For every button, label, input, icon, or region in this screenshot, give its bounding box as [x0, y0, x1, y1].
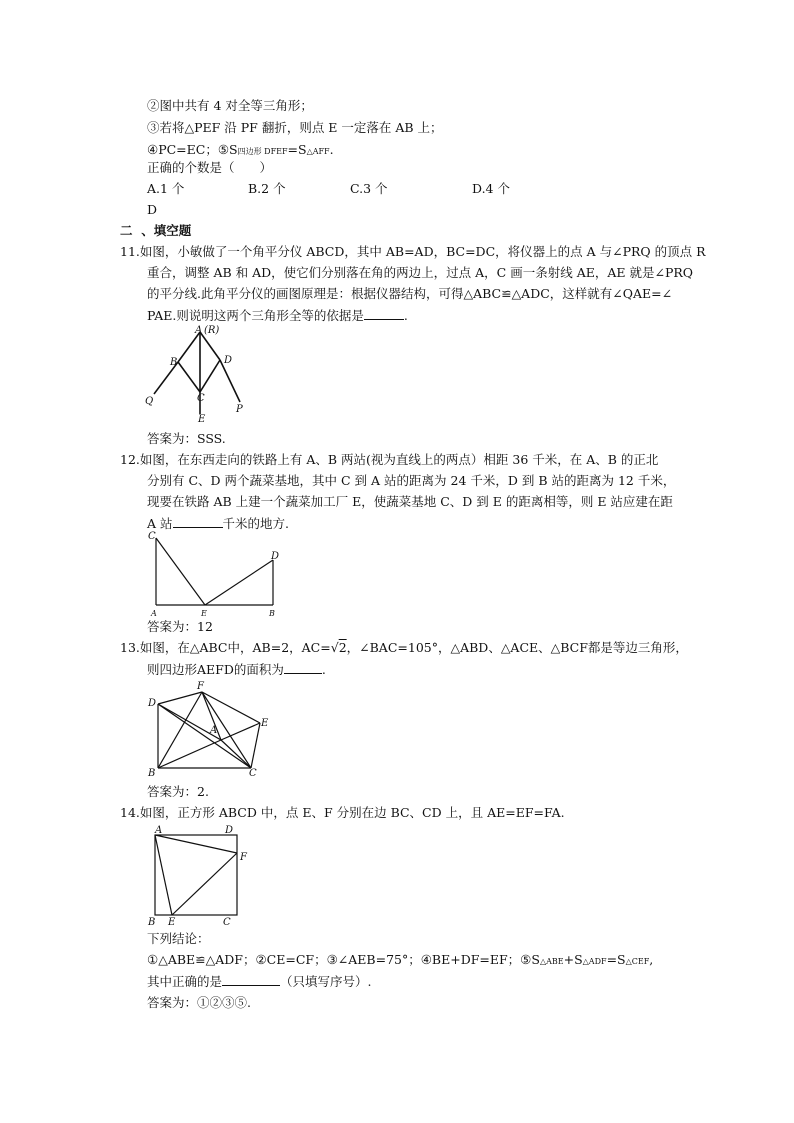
fig12-label-c: C	[148, 531, 156, 542]
fig14-label-d: D	[225, 825, 234, 836]
q11-answer: 答案为：SSS.	[147, 431, 226, 446]
q13-answer: 答案为：2.	[147, 784, 209, 799]
q10-item2: ②图中共有 4 对全等三角形；	[147, 98, 313, 113]
fig14-label-a: A	[155, 825, 163, 836]
fig11-label-p: P	[236, 404, 243, 415]
fig12-label-d: D	[271, 551, 280, 562]
fig11-label-c: C	[197, 393, 205, 404]
q10-option-c: C.3 个	[350, 181, 388, 196]
q14-figure	[145, 821, 250, 929]
q11-blank	[364, 307, 404, 320]
q12-blank	[173, 515, 223, 528]
q10-option-b: B.2 个	[248, 181, 286, 196]
q12-figure	[145, 530, 285, 618]
fig11-label-q: Q	[145, 396, 154, 407]
q13-line1: 13.如图，在△ABC中，AB=2，AC=√2，∠BAC=105°，△ABD、△ACE、△BCF都是等边三角形，	[120, 640, 688, 655]
q10-option-a: A.1 个	[147, 181, 185, 196]
q14-line1: 14.如图，正方形 ABCD 中，点 E、F 分别在边 BC、CD 上，且 AE=EF=FA.	[120, 805, 565, 820]
q14-prompt: 下列结论：	[147, 931, 210, 946]
q12-line4: A 站 千米的地方.	[147, 516, 289, 531]
fig11-label-b: B	[170, 357, 178, 368]
q10-option-d: D.4 个	[472, 181, 510, 196]
q11-line3: 的平分线.此角平分仪的画图原理是：根据仪器结构，可得△ABC≌△ADC，这样就有∠QAE=∠	[147, 286, 673, 301]
fig11-label-a: A	[195, 325, 203, 336]
q10-answer: D	[147, 202, 158, 217]
fig11-label-d: D	[224, 355, 233, 366]
q14-line3: 其中正确的是 （只填写序号）.	[147, 974, 372, 989]
q11-figure	[140, 322, 260, 427]
q14-answer: 答案为：①②③⑤.	[147, 995, 251, 1010]
q10-prompt: 正确的个数是（ ）	[147, 160, 273, 175]
q11-line4: PAE.则说明这两个三角形全等的依据是 .	[147, 308, 408, 323]
q14-conclusions: ①△ABE≌△ADF；②CE=CF；③∠AEB=75°；④BE+DF=EF；⑤S△ABE+S△ADF=S△CEF,	[147, 952, 654, 967]
fig11-label-e: E	[198, 414, 206, 425]
q12-line2: 分别有 C、D 两个蔬菜基地，其中 C 到 A 站的距离为 24 千米，D 到 B 站的距离为 12 千米，	[147, 473, 676, 488]
fig12-label-a: A	[151, 609, 157, 618]
q11-line2: 重合，调整 AB 和 AD，使它们分别落在角的两边上，过点 A，C 画一条射线 AE，AE 就是∠PRQ	[147, 265, 694, 280]
q12-answer: 答案为：12	[147, 619, 213, 634]
q13-line2: 则四边形AEFD的面积为 .	[147, 662, 326, 677]
fig13-label-f: F	[197, 681, 204, 692]
fig13-label-a: A	[210, 725, 218, 736]
fig13-label-c: C	[249, 768, 257, 779]
fig12-label-b: B	[269, 609, 275, 618]
fig14-label-c: C	[223, 917, 231, 928]
fig14-label-e: E	[168, 917, 176, 928]
q13-figure	[143, 678, 283, 780]
fig12-label-e: E	[201, 609, 207, 618]
fig13-label-d: D	[148, 698, 157, 709]
fig13-label-b: B	[148, 768, 156, 779]
fig14-label-b: B	[148, 917, 156, 928]
fig14-label-f: F	[240, 852, 247, 863]
q11-line1: 11.如图，小敏做了一个角平分仪 ABCD，其中 AB=AD，BC=DC，将仪器上的点 A 与∠PRQ 的顶点 R	[120, 244, 706, 259]
q13-blank	[284, 661, 322, 674]
q12-line1: 12.如图，在东西走向的铁路上有 A、B 两站(视为直线上的两点）相距 36 千米，在 A、B 的正北	[120, 452, 659, 467]
q14-blank	[222, 973, 280, 986]
q12-line3: 现要在铁路 AB 上建一个蔬菜加工厂 E，使蔬菜基地 C、D 到 E 的距离相等，则 E 站应建在距	[147, 494, 673, 509]
fig11-label-r: (R)	[204, 325, 220, 336]
fig13-label-e: E	[261, 718, 269, 729]
q10-item45: ④PC=EC；⑤S四边形 DFEF=S△AFF.	[147, 142, 334, 157]
section-heading: 二 、填空题	[120, 223, 192, 238]
q10-item3: ③若将△PEF 沿 PF 翻折，则点 E 一定落在 AB 上；	[147, 120, 443, 135]
